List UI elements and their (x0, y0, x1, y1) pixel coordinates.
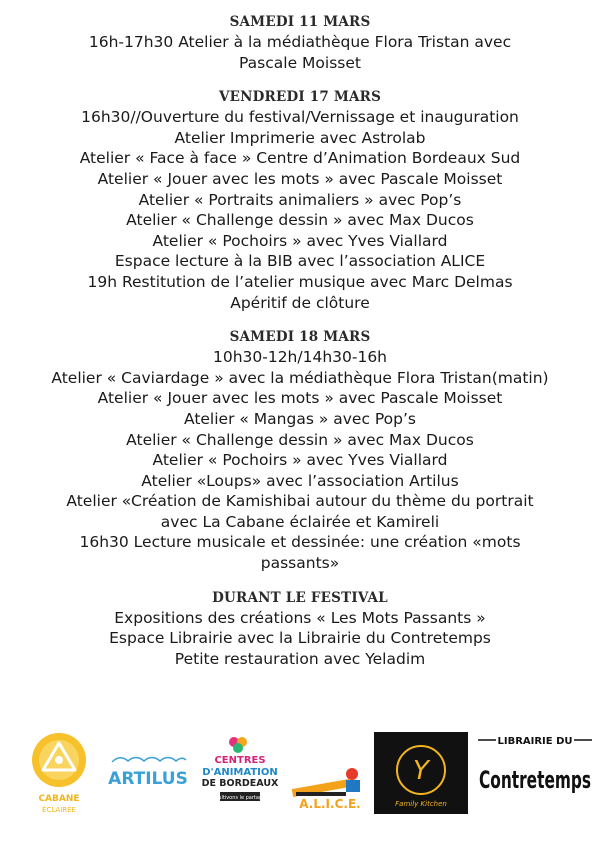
program-line: Atelier « Pochoirs » avec Yves Viallard (152, 231, 448, 250)
centres-line2: D'ANIMATION (202, 767, 278, 778)
program-line: Atelier « Jouer avec les mots » avec Pascale Moisset (97, 389, 503, 408)
program-line: Atelier « Face à face » Centre d’Animation Bordeaux Sud (79, 149, 521, 168)
program-line: Atelier « Pochoirs » avec Yves Viallard (152, 451, 448, 470)
section-samedi-11-mars (0, 12, 600, 73)
program-line: passants» (260, 554, 340, 573)
contretemps-top: LIBRAIRIE DU (497, 736, 573, 747)
program-line: Atelier « Portraits animaliers » avec Pop’s (138, 190, 462, 209)
program-text (0, 12, 600, 683)
contretemps-main: Contretemps (479, 766, 591, 794)
yeladim-letter: Y (413, 756, 429, 786)
section-title: SAMEDI 11 MARS (229, 14, 371, 30)
program-line: Espace lecture à la BIB avec l’association ALICE (114, 252, 486, 271)
artilus-logo (106, 752, 190, 792)
contretemps-logo (476, 730, 594, 816)
program-line: Atelier Imprimerie avec Astrolab (174, 128, 426, 147)
program-line: Expositions des créations « Les Mots Passants » (114, 608, 486, 627)
program-line: Apéritif de clôture (230, 293, 370, 312)
cabane-eclairee-logo (28, 730, 90, 822)
cabane-line2: ÉCLAIRÉE (42, 806, 76, 814)
partner-logos (0, 728, 600, 828)
alice-logo (286, 762, 374, 812)
centres-tagline: Cultivons le partage (214, 795, 266, 801)
program-line: 16h30 Lecture musicale et dessinée: une création «mots (79, 533, 521, 552)
program-line: Pascale Moisset (239, 53, 361, 72)
artilus-text: ARTILUS (108, 769, 188, 789)
program-line: avec La Cabane éclairée et Kamireli (160, 512, 440, 531)
program-line: Atelier « Caviardage » avec la médiathèque Flora Tristan(matin) (51, 368, 549, 387)
section-vendredi-17-mars (0, 87, 600, 313)
program-line: 16h-17h30 Atelier à la médiathèque Flora Tristan avec (88, 33, 512, 51)
program-line: Atelier « Challenge dessin » avec Max Ducos (126, 430, 474, 449)
program-line: 19h Restitution de l’atelier musique avec Marc Delmas (87, 272, 513, 291)
program-line: Atelier « Jouer avec les mots » avec Pascale Moisset (97, 169, 503, 188)
program-line: Petite restauration avec Yeladim (174, 649, 426, 668)
program-line: Atelier «Loups» avec l’association Artilus (141, 471, 459, 490)
section-title: VENDREDI 17 MARS (218, 89, 382, 106)
yeladim-tagline: Family Kitchen (395, 800, 447, 808)
program-line: 10h30-12h/14h30-16h (212, 348, 388, 367)
centres-animation-logo (200, 732, 280, 812)
program-line: 16h30//Ouverture du festival/Vernissage et inauguration (81, 108, 519, 127)
centres-line3: DE BORDEAUX (201, 778, 279, 789)
alice-text: A.L.I.C.E. (299, 797, 361, 811)
centres-line1: CENTRES (214, 755, 266, 766)
section-samedi-18-mars (0, 327, 600, 574)
program-line: Atelier « Mangas » avec Pop’s (183, 409, 417, 428)
program-line: Espace Librairie avec la Librairie du Contretemps (109, 629, 491, 648)
section-durant-le-festival (0, 588, 600, 670)
program-line: Atelier «Création de Kamishibai autour du thème du portrait (66, 492, 534, 511)
yeladim-logo (374, 732, 468, 814)
section-title: SAMEDI 18 MARS (229, 329, 371, 346)
cabane-line1: CABANE (38, 794, 80, 804)
program-line: Atelier « Challenge dessin » avec Max Ducos (126, 211, 474, 230)
section-title: DURANT LE FESTIVAL (212, 589, 388, 606)
